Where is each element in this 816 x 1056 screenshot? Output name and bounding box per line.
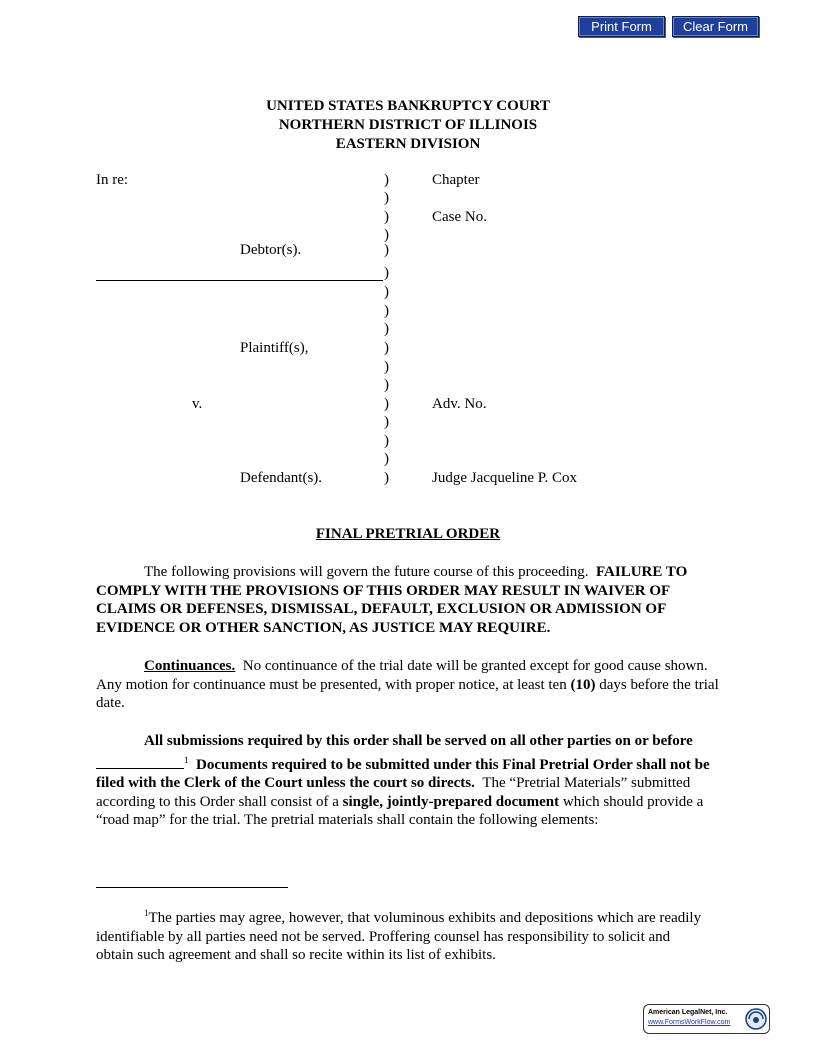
continuances-text-2: days before the trial date. bbox=[96, 676, 719, 712]
submissions-text-2: which should provide a “road map” for the trial. The pretrial materials shall contain the following elements: bbox=[96, 793, 704, 829]
footnote-divider bbox=[96, 887, 288, 888]
caption-paren: ) bbox=[384, 303, 389, 319]
in-re-label: In re: bbox=[96, 172, 129, 188]
caption-paren: ) bbox=[384, 242, 389, 258]
order-title: FINAL PRETRIAL ORDER bbox=[315, 526, 501, 542]
caption-paren: ) bbox=[384, 359, 389, 375]
intro-paragraph bbox=[96, 563, 722, 637]
caption-paren: ) bbox=[384, 265, 389, 281]
caption-paren: ) bbox=[384, 190, 389, 206]
caption-paren: ) bbox=[384, 172, 389, 188]
plaintiff-label: Plaintiff(s), bbox=[240, 340, 309, 356]
caption-divider bbox=[96, 280, 383, 281]
caption-paren: ) bbox=[384, 321, 389, 337]
defendant-label: Defendant(s). bbox=[240, 470, 323, 486]
caption-paren: ) bbox=[384, 451, 389, 467]
continuances-text-1: No continuance of the trial date will be granted except for good cause shown. Any motion for continuance must be presented, with proper notice, at least ten bbox=[96, 658, 708, 693]
court-division: EASTERN DIVISION bbox=[335, 136, 481, 152]
caption-paren: ) bbox=[384, 377, 389, 393]
caption-paren: ) bbox=[384, 340, 389, 356]
case-no-label: Case No. bbox=[432, 209, 487, 225]
continuances-days: (10) bbox=[570, 676, 596, 693]
footnote-text: The parties may agree, however, that voluminous exhibits and depositions which are readily identifiable by all parties need not be served. Proffering counsel has responsibility to solicit and obtain such agreement and shall so recite within its list of exhibits. bbox=[96, 910, 702, 964]
submissions-deadline-text: All submissions required by this order shall be served on all other parties on or before bbox=[144, 733, 693, 749]
caption-paren: ) bbox=[384, 396, 389, 412]
submissions-text-1: The “Pretrial Materials” submitted according to this Order shall consist of a bbox=[96, 775, 691, 810]
chapter-label: Chapter bbox=[432, 172, 480, 188]
caption-paren: ) bbox=[384, 227, 389, 243]
submissions-filing-text: Documents required to be submitted under this Final Pretrial Order shall not be filed with the Clerk of the Court unless the court so directs. bbox=[96, 756, 710, 792]
caption-paren: ) bbox=[384, 414, 389, 430]
continuances-heading: Continuances. bbox=[144, 658, 236, 674]
versus-label: v. bbox=[192, 396, 203, 412]
submissions-paragraph bbox=[96, 732, 722, 830]
caption-paren: ) bbox=[384, 284, 389, 300]
vendor-logo[interactable] bbox=[643, 1004, 770, 1034]
judge-name: Judge Jacqueline P. Cox bbox=[432, 470, 577, 486]
intro-warning: FAILURE TO COMPLY WITH THE PROVISIONS OF THIS ORDER MAY RESULT IN WAIVER OF CLAIMS OR DEFENSES, DISMISSAL, DEFAULT, EXCLUSION OR ADMISSION OF EVIDENCE OR OTHER SANCTION, AS JUSTICE MAY REQUIRE. bbox=[96, 564, 688, 636]
footnote bbox=[96, 904, 708, 965]
intro-text: The following provisions will govern the future course of this proceeding. bbox=[144, 564, 589, 580]
continuances-paragraph bbox=[96, 657, 722, 713]
court-name: UNITED STATES BANKRUPTCY COURT bbox=[266, 98, 550, 114]
caption-paren: ) bbox=[384, 470, 389, 486]
court-header bbox=[0, 97, 816, 154]
debtor-label: Debtor(s). bbox=[240, 242, 302, 258]
deadline-blank[interactable] bbox=[96, 754, 184, 769]
globe-icon bbox=[745, 1008, 767, 1030]
submissions-single-document: single, jointly-prepared document bbox=[342, 793, 560, 810]
adv-no-label: Adv. No. bbox=[432, 396, 487, 412]
caption-paren: ) bbox=[384, 209, 389, 225]
logo-url[interactable]: www.FormsWorkFlow.com bbox=[648, 1019, 731, 1026]
court-district: NORTHERN DISTRICT OF ILLINOIS bbox=[278, 117, 538, 133]
clear-form-button[interactable]: Clear Form bbox=[672, 16, 759, 37]
print-form-button[interactable]: Print Form bbox=[578, 16, 665, 37]
caption-paren: ) bbox=[384, 433, 389, 449]
logo-company: American LegalNet, Inc. bbox=[648, 1009, 728, 1016]
footnote-mark: 1 bbox=[144, 908, 149, 918]
footnote-ref: 1 bbox=[184, 754, 189, 765]
